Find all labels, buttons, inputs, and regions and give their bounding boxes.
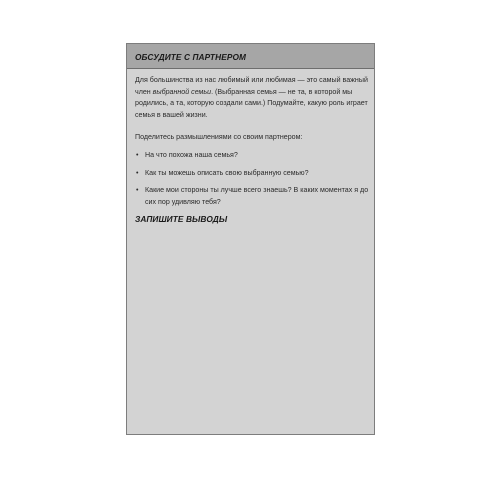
question-text: Какие мои стороны ты лучше всего знаешь? В каких моментах я до сих пор удивляю тебя? <box>145 186 369 206</box>
discuss-title: ОБСУДИТЕ С ПАРТНЕРОМ <box>135 52 247 62</box>
question-text: На что похожа наша семья? <box>145 151 238 159</box>
list-item <box>135 168 371 180</box>
intro-paragraph <box>135 75 371 121</box>
record-title: ЗАПИШИТЕ ВЫВОДЫ <box>135 214 228 224</box>
bullet-icon: • <box>136 151 139 159</box>
intro-emphasis: выбранной семьи <box>152 87 212 96</box>
bullet-icon: • <box>136 186 139 194</box>
header-divider <box>127 68 374 69</box>
discussion-card <box>126 43 375 435</box>
bullet-icon: • <box>136 168 139 177</box>
list-item <box>135 185 371 208</box>
share-prompt: Поделитесь размышлениями со своим партнером: <box>135 133 303 141</box>
list-item <box>135 150 371 162</box>
question-list <box>135 150 371 214</box>
intro-text-part2: . (Выбранная семья — не та, в которой мы родились, а та, которую создали сами.) Подумайте, какую роль играет семья в вашей жизни. <box>135 87 368 119</box>
question-text: Как ты можешь описать свою выбранную семью? <box>145 168 309 177</box>
intro-text-part1: Для большинства из нас любимый или любимая — это самый важный член <box>135 76 368 96</box>
